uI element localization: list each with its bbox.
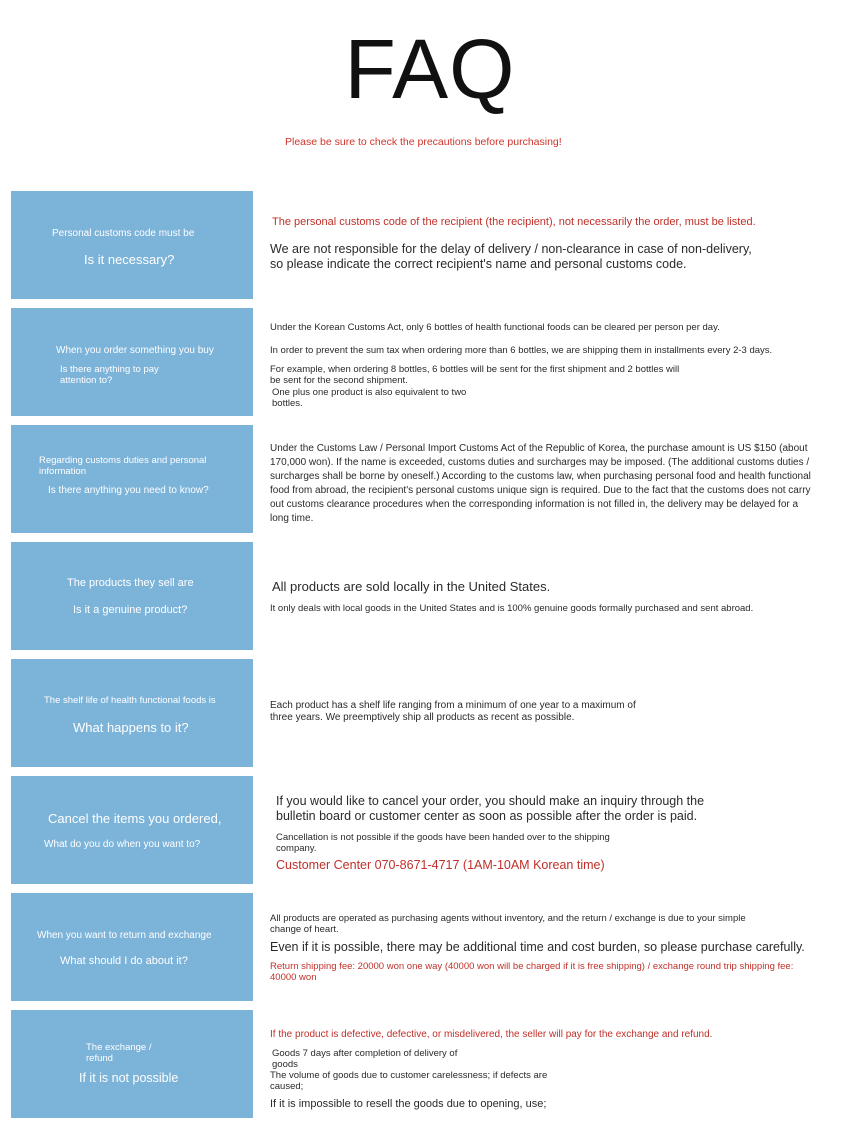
question-line: The shelf life of health functional foods is bbox=[44, 695, 216, 706]
answer-line: goods bbox=[272, 1059, 298, 1070]
question-line: Is it necessary? bbox=[84, 252, 175, 267]
faq-question bbox=[11, 542, 253, 650]
question-line: If it is not possible bbox=[79, 1071, 179, 1085]
answer-line: change of heart. bbox=[270, 924, 339, 935]
question-line: When you want to return and exchange bbox=[37, 930, 212, 941]
answer-line: Return shipping fee: 20000 won one way (40000 won will be charged if it is free shipping) / exchange round trip shipping fee: bbox=[270, 961, 794, 972]
answer-line: bottles. bbox=[272, 398, 303, 409]
question-line: Is it a genuine product? bbox=[73, 604, 188, 616]
answer-line: It only deals with local goods in the United States and is 100% genuine goods formally purchased and sent abroad. bbox=[270, 603, 754, 614]
question-line: What should I do about it? bbox=[60, 955, 188, 967]
question-line: What do you do when you want to? bbox=[44, 839, 201, 850]
answer-line: If the product is defective, defective, or misdelivered, the seller will pay for the exchange and refund. bbox=[270, 1029, 713, 1040]
faq-answer bbox=[270, 542, 840, 650]
answer-line: 40000 won bbox=[270, 972, 317, 983]
answer-line: caused; bbox=[270, 1081, 304, 1092]
answer-line: The personal customs code of the recipient (the recipient), not necessarily the order, must be listed. bbox=[272, 216, 756, 228]
answer-line: Goods 7 days after completion of delivery of bbox=[272, 1048, 458, 1059]
answer-line: In order to prevent the sum tax when ordering more than 6 bottles, we are shipping them in installments every 2-3 days. bbox=[270, 345, 773, 356]
faq-item-return-exchange bbox=[11, 893, 851, 1001]
question-line: Personal customs code must be bbox=[52, 228, 195, 239]
answer-line: All products are operated as purchasing agents without inventory, and the return / exchange is due to your simple bbox=[270, 913, 746, 924]
answer-line: For example, when ordering 8 bottles, 6 bottles will be sent for the first shipment and 2 bottles will bbox=[270, 364, 680, 375]
answer-line: Even if it is possible, there may be additional time and cost burden, so please purchase carefully. bbox=[270, 940, 805, 954]
answer-line: food from abroad, the recipient's personal customs unique sign is required. Due to the fact that the customs does not carry bbox=[270, 485, 811, 496]
faq-question bbox=[11, 1010, 253, 1118]
answer-line: three years. We preemptively ship all products as recent as possible. bbox=[270, 712, 575, 723]
faq-item-order-attention bbox=[11, 308, 851, 416]
answer-line: Cancellation is not possible if the goods have been handed over to the shipping bbox=[276, 832, 610, 843]
page-title: FAQ bbox=[344, 22, 516, 116]
answer-line: out customs clearance procedures when the corresponding information is not filled in, the delivery may be delayed for a bbox=[270, 499, 799, 510]
question-line: When you order something you buy bbox=[56, 345, 214, 356]
faq-answer bbox=[270, 659, 840, 767]
question-line: What happens to it? bbox=[73, 720, 189, 735]
answer-line: If it is impossible to resell the goods due to opening, use; bbox=[270, 1098, 547, 1110]
question-line: refund bbox=[86, 1053, 113, 1064]
answer-line: 170,000 won). If the name is exceeded, customs duties and surcharges may be imposed. (The additional customs duties / bbox=[270, 457, 810, 468]
answer-line: The volume of goods due to customer carelessness; if defects are bbox=[270, 1070, 548, 1081]
faq-question bbox=[11, 425, 253, 533]
question-line: Cancel the items you ordered, bbox=[48, 811, 222, 826]
faq-question bbox=[11, 191, 253, 299]
faq-answer bbox=[270, 425, 845, 533]
answer-line: so please indicate the correct recipient's name and personal customs code. bbox=[270, 257, 687, 271]
customer-center-contact: Customer Center 070-8671-4717 (1AM-10AM Korean time) bbox=[276, 858, 605, 872]
answer-line: One plus one product is also equivalent to two bbox=[272, 387, 467, 398]
faq-answer bbox=[270, 308, 840, 416]
faq-item-cancel-order bbox=[11, 776, 851, 884]
answer-line: be sent for the second shipment. bbox=[270, 375, 408, 386]
faq-answer bbox=[270, 776, 840, 884]
faq-item-customs-duties bbox=[11, 425, 851, 533]
question-line: attention to? bbox=[60, 375, 113, 386]
answer-line: long time. bbox=[270, 513, 314, 524]
faq-question bbox=[11, 776, 253, 884]
question-line: Is there anything to pay bbox=[60, 364, 159, 375]
faq-item-exchange-not-possible bbox=[11, 1010, 851, 1118]
faq-item-genuine-product bbox=[11, 542, 851, 650]
question-line: Regarding customs duties and personal bbox=[39, 455, 207, 466]
question-line: The products they sell are bbox=[67, 577, 194, 589]
answer-line: We are not responsible for the delay of delivery / non-clearance in case of non-delivery, bbox=[270, 242, 752, 256]
answer-line: If you would like to cancel your order, you should make an inquiry through the bbox=[276, 794, 705, 808]
answer-line: company. bbox=[276, 843, 317, 854]
question-line: information bbox=[39, 466, 86, 477]
faq-answer bbox=[270, 191, 840, 299]
faq-item-customs-code bbox=[11, 191, 851, 299]
faq-question bbox=[11, 308, 253, 416]
faq-question bbox=[11, 659, 253, 767]
answer-line: Under the Korean Customs Act, only 6 bottles of health functional foods can be cleared per person per day. bbox=[270, 322, 720, 333]
answer-line: bulletin board or customer center as soon as possible after the order is paid. bbox=[276, 809, 698, 823]
answer-line: surcharges shall be borne by oneself.) According to the customs law, when purchasing personal food and health functional bbox=[270, 471, 811, 482]
answer-line: Under the Customs Law / Personal Import Customs Act of the Republic of Korea, the purchase amount is US $150 (about bbox=[270, 443, 808, 454]
purchase-notice: Please be sure to check the precautions before purchasing! bbox=[285, 136, 562, 148]
answer-line: Each product has a shelf life ranging from a minimum of one year to a maximum of bbox=[270, 700, 636, 711]
faq-item-shelf-life bbox=[11, 659, 851, 767]
faq-answer bbox=[270, 1010, 840, 1118]
answer-line: All products are sold locally in the United States. bbox=[272, 579, 551, 594]
faq-answer bbox=[270, 893, 845, 1001]
question-line: The exchange / bbox=[86, 1042, 152, 1053]
faq-question bbox=[11, 893, 253, 1001]
question-line: Is there anything you need to know? bbox=[48, 485, 209, 496]
